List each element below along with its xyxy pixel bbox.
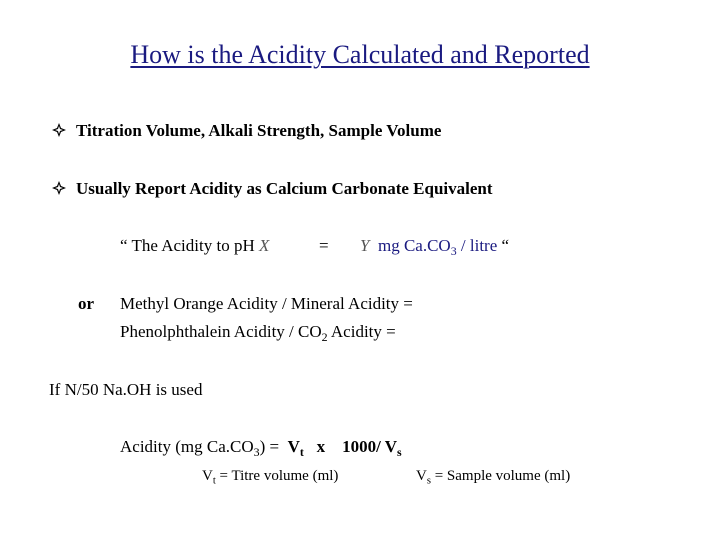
variable-y: Y	[360, 236, 370, 255]
statement-unit: mg $Ca.CO_3$ / litre	[377, 236, 498, 259]
variable-x: X	[258, 236, 270, 255]
alternative-line-2: Phenolphthalein Acidity / $CO_2$ Acidity =	[120, 322, 396, 345]
bullet-text: Titration Volume, Alkali Strength, Sample Volume	[76, 121, 442, 140]
statement-rhs	[360, 236, 510, 259]
diamond-bullet-icon	[52, 181, 66, 195]
bullet-item	[52, 179, 493, 199]
definition-vs: $V_s$ = Sample volume (ml)	[416, 468, 571, 487]
reagent-note: If N/50 Na.OH is used	[49, 380, 203, 399]
or-label: or	[78, 294, 95, 313]
diamond-bullet-icon	[52, 123, 66, 137]
statement-equals: =	[319, 236, 329, 255]
page-title: How is the Acidity Calculated and Reported	[130, 40, 590, 69]
acidity-statement	[120, 236, 269, 256]
definition-vt: $V_t$ = Titre volume (ml)	[202, 468, 339, 487]
statement-lead: “ The Acidity to pH	[120, 236, 255, 255]
bullet-text: Usually Report Acidity as Calcium Carbonate Equivalent	[76, 179, 493, 198]
alternative-line-1: Methyl Orange Acidity / Mineral Acidity =	[120, 294, 413, 313]
acidity-formula: Acidity (mg $Ca.CO_3) = V_t$ x 1000/ $V_s$	[120, 437, 402, 460]
bullet-item	[52, 121, 441, 141]
statement-close-quote: “	[501, 236, 510, 255]
